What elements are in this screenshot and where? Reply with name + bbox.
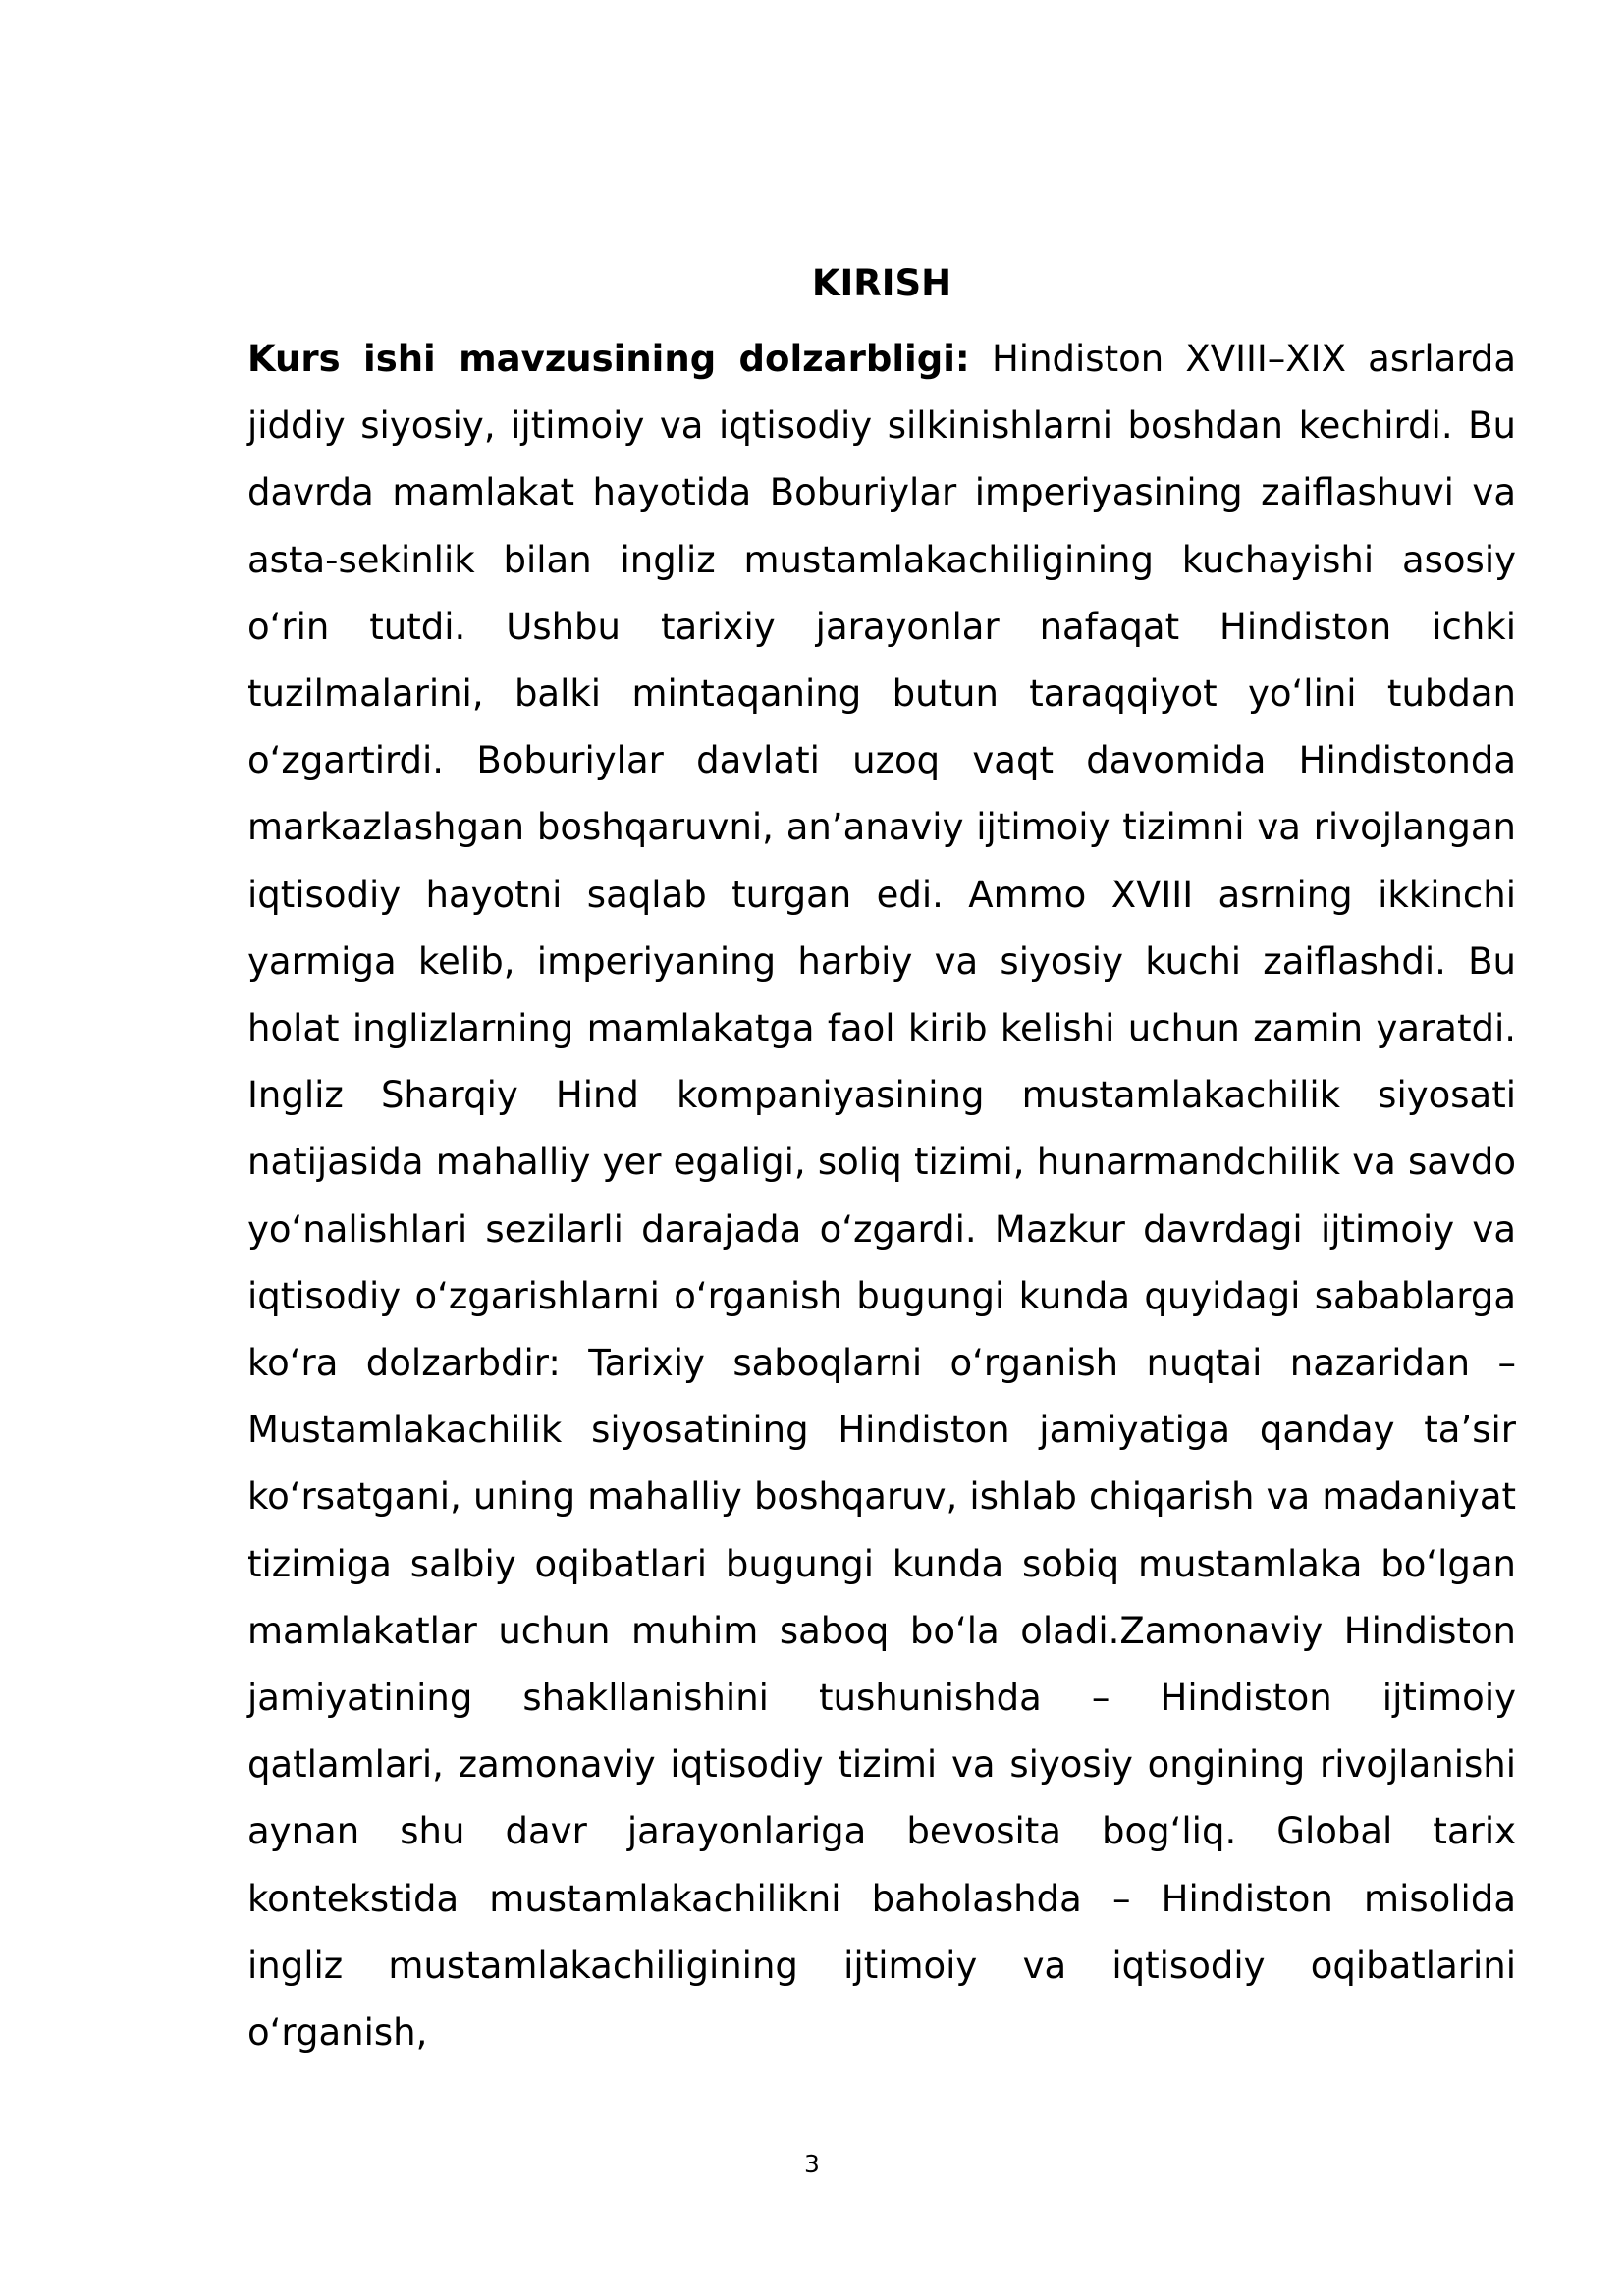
body-text: Hindiston XVIII–XIX asrlarda jiddiy siyosiy, ijtimoiy va iqtisodiy silkinishlarni boshdan kechirdi. Bu davrda mamlakat hayotida Boburiylar imperiyasining zaiflashuvi va asta-sekinlik bilan ingliz mustamlakachiligining kuchayishi asosiy oʻrin tutdi. Ushbu tarixiy jarayonlar nafaqat Hindiston ichki tuzilmalarini, balki mintaqaning butun taraqqiyot yoʻlini tubdan oʻzgartirdi. Boburiylar davlati uzoq vaqt davomida Hindistonda markazlashgan boshqaruvni, an’anaviy ijtimoiy tizimni va rivojlangan iqtisodiy hayotni saqlab turgan edi. Ammo XVIII asrning ikkinchi yarmiga kelib, imperiyaning harbiy va siyosiy kuchi zaiflashdi. Bu holat inglizlarning mamlakatga faol kirib kelishi uchun zamin yaratdi. Ingliz Sharqiy Hind kompaniyasining mustamlakachilik siyosati natijasida mahalliy yer egaligi, soliq tizimi, hunarmandchilik va savdo yoʻnalishlari sezilarli darajada oʻzgardi. Mazkur davrdagi ijtimoiy va iqtisodiy oʻzgarishlarni oʻrganish bugungi kunda quyidagi sabablarga koʻra dolzarbdir: Tarixiy saboqlarni oʻrganish nuqtai nazaridan – Mustamlakachilik siyosatining Hindiston jamiyatiga qanday ta’sir koʻrsatgani, uning mahalliy boshqaruv, ishlab chiqarish va madaniyat tizimiga salbiy oqibatlari bugungi kunda sobiq mustamlaka boʻlgan mamlakatlar uchun muhim saboq boʻla oladi.Zamonaviy Hindiston jamiyatining shakllanishini tushunishda – Hindiston ijtimoiy qatlamlari, zamonaviy iqtisodiy tizimi va siyosiy ongining rivojlanishi aynan shu davr jarayonlariga bevosita bogʻliq. Global tarix kontekstida mustamlakachilikni baholashda – Hindiston misolida ingliz mustamlakachiligining ijtimoiy va iqtisodiy oqibatlarini oʻrganish, (247, 338, 1517, 2055)
body-paragraph (247, 326, 1516, 2066)
page-number: 3 (804, 2150, 820, 2178)
section-heading: KIRISH (811, 262, 952, 304)
lead-label: Kurs ishi mavzusining dolzarbligi: (247, 338, 970, 380)
